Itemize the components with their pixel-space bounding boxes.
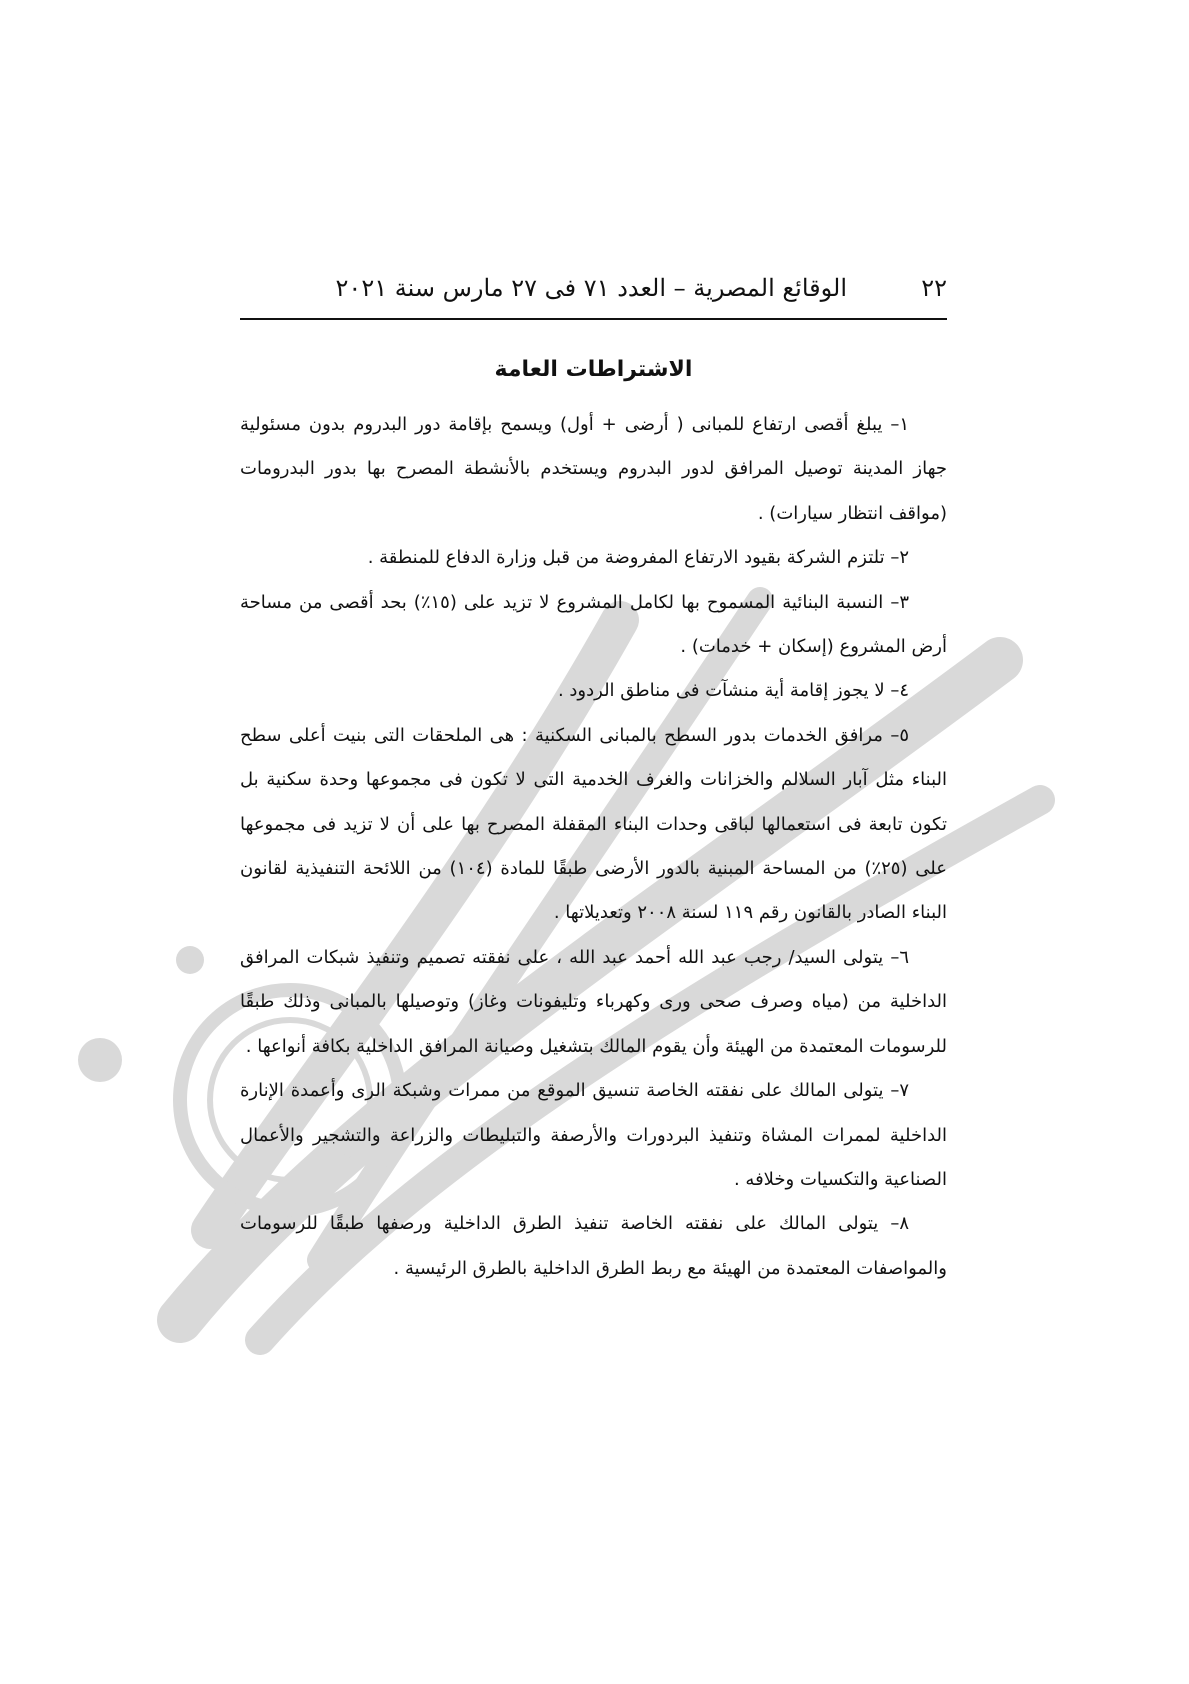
page-number: ٢٢	[921, 274, 947, 302]
paragraph-1: ١– يبلغ أقصى ارتفاع للمبانى ( أرضى + أول) ويسمح بإقامة دور البدروم بدون مسئولية جهاز المدينة توصيل المرافق لدور البدروم ويستخدم بالأنشطة المصرح بها بدور البدرومات (مواقف انتظار سيارات) .	[240, 414, 947, 524]
paragraph-7: ٧– يتولى المالك على نفقته الخاصة تنسيق الموقع من ممرات وشبكة الرى وأعمدة الإنارة الداخلية لممرات المشاة وتنفيذ البردورات والأرصفة والتبليطات والزراعة والتشجير والأعمال الصناعية والتكسيات وخلافه .	[240, 1080, 947, 1190]
header-divider	[240, 318, 947, 320]
paragraph-4: ٤– لا يجوز إقامة أية منشآت فى مناطق الردود .	[557, 680, 909, 702]
section-title: الاشتراطات العامة	[494, 357, 693, 382]
paragraph-8: ٨– يتولى المالك على نفقته الخاصة تنفيذ الطرق الداخلية ورصفها طبقًا للرسومات والمواصفات المعتمدة من الهيئة مع ربط الطرق الداخلية بالطرق الرئيسية .	[240, 1213, 947, 1279]
gazette-title: الوقائع المصرية – العدد ٧١ فى ٢٧ مارس سنة ٢٠٢١	[335, 274, 847, 302]
paragraph-3: ٣– النسبة البنائية المسموح بها لكامل المشروع لا تزيد على (١٥٪) بحد أقصى من مساحة أرض المشروع (إسكان + خدمات) .	[240, 591, 947, 658]
paragraph-2: ٢– تلتزم الشركة بقيود الارتفاع المفروضة من قبل وزارة الدفاع للمنطقة .	[367, 547, 909, 569]
paragraph-5: ٥– مرافق الخدمات بدور السطح بالمبانى السكنية : هى الملحقات التى بنيت أعلى سطح البناء مثل آبار السلالم والخزانات والغرف الخدمية التى لا تكون فى مجموعها وحدة سكنية بل تكون تابعة فى استعمالها لباقى وحدات البناء المقفلة المصرح بها على أن لا تزيد فى مجموعها على (٢٥٪) من المساحة المبنية بالدور الأرضى طبقًا للمادة (١٠٤) من اللائحة التنفيذية لقانون البناء الصادر بالقانون رقم ١١٩ لسنة ٢٠٠٨ وتعديلاتها .	[240, 724, 947, 924]
paragraph-6: ٦– يتولى السيد/ رجب عبد الله أحمد عبد الله ، على نفقته تصميم وتنفيذ شبكات المرافق الداخلية من (مياه وصرف صحى ورى وكهرباء وتليفونات وغاز) وتوصيلها بالمبانى وذلك طبقًا للرسومات المعتمدة من الهيئة وأن يقوم المالك بتشغيل وصيانة المرافق الداخلية بكافة أنواعها .	[240, 946, 947, 1057]
document-body	[240, 403, 947, 1291]
page-header	[240, 272, 947, 314]
